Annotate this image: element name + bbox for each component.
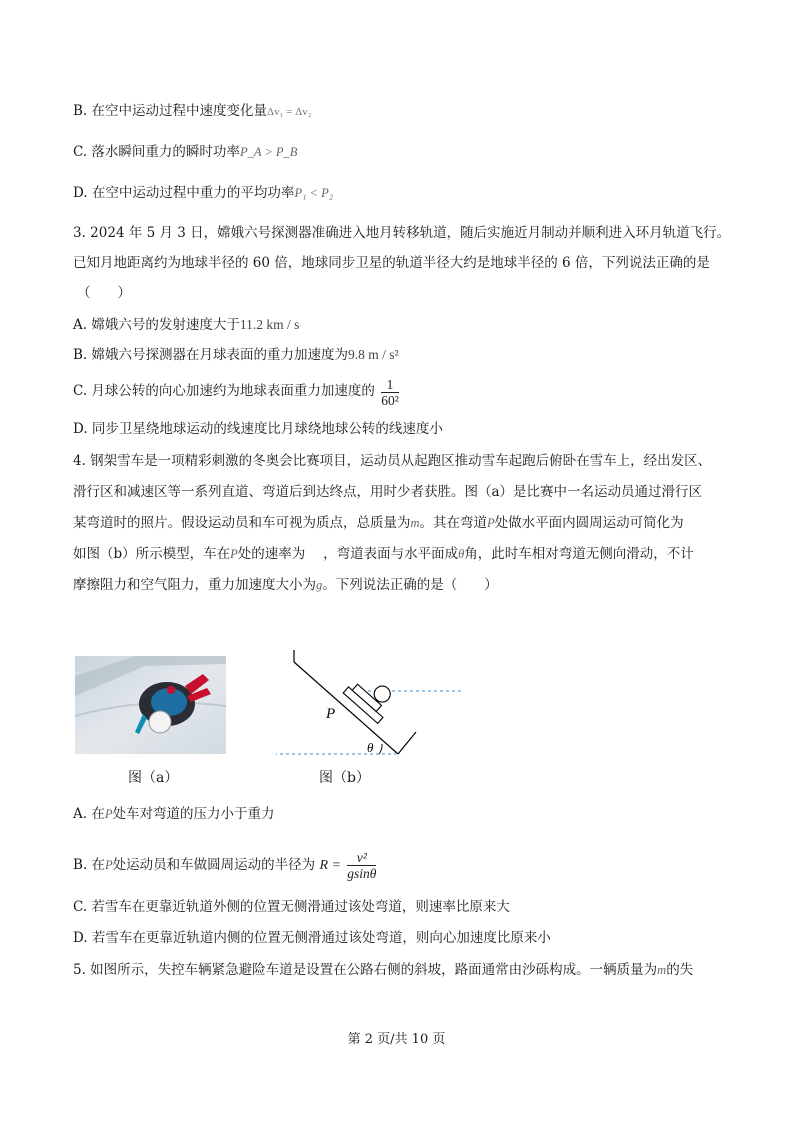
- q4-option-d: D. 若雪车在更靠近轨道内侧的位置无侧滑通过该处弯道，则向心加速度比原来小: [73, 930, 551, 946]
- q2-option-c-text: C. 落水瞬间重力的瞬时功率: [73, 144, 240, 160]
- q2-option-b-math: Δv₁ = Δv₂: [267, 106, 312, 118]
- q3-option-c-fraction: [381, 377, 399, 408]
- q2-option-c: [73, 143, 297, 161]
- q4-stem-line5: [73, 576, 498, 594]
- q4-stem-line4-c: 角，此时车相对弯道无侧向滑动，不计: [464, 546, 694, 562]
- q4-option-b-radius-lhs: R =: [319, 858, 341, 873]
- diagram-label-theta: θ: [367, 740, 374, 755]
- q2-option-b: [73, 102, 312, 121]
- q4-option-b-text-a: B. 在: [73, 857, 106, 873]
- q4-stem-line2: 滑行区和减速区等一系列直道、弯道后到达终点，用时少者获胜。图（a）是比赛中一名运动员通过滑行区: [73, 484, 703, 500]
- q4-option-b-text-b: 处运动员和车做圆周运动的半径为: [112, 857, 316, 873]
- q3-option-b: [73, 346, 399, 364]
- q4-point-p-symbol-2: P: [230, 547, 238, 561]
- q4-option-a-p: P: [104, 807, 113, 821]
- q4-stem-line4-b: 处的速率为 ，弯道表面与水平面成: [237, 546, 459, 562]
- q4-stem-line4: [73, 545, 694, 563]
- q4-option-b-fraction: [347, 850, 376, 881]
- banked-curve-diagram: [276, 646, 466, 761]
- q4-stem-line4-a: 如图（b）所示模型，车在: [73, 546, 231, 562]
- q4-stem-line5-b: 。下列说法正确的是（ ）: [322, 577, 498, 593]
- q3-option-b-math: 9.8 m / s²: [348, 347, 399, 362]
- q4-mass-symbol: m: [410, 516, 420, 530]
- diagram-label-p: P: [326, 706, 336, 722]
- q5-stem-line1-b: 的失: [666, 962, 694, 978]
- q4-option-a: [73, 805, 274, 823]
- q4-option-a-text-b: 处车对弯道的压力小于重力: [112, 806, 275, 822]
- q4-option-c: C. 若雪车在更靠近轨道外侧的位置无侧滑通过该处弯道，则速率比原来大: [73, 899, 510, 915]
- q2-option-b-text: B. 在空中运动过程中速度变化量: [73, 103, 268, 119]
- q3-stem-line3: （ ）: [77, 285, 131, 301]
- q3-option-c-text: C. 月球公转的向心加速约为地球表面重力加速度的: [73, 383, 375, 399]
- q2-option-d: [73, 184, 333, 202]
- q4-gravity-symbol: g: [316, 578, 323, 592]
- q4-fraction-numerator: v²: [347, 850, 376, 866]
- q3-fraction-numerator: 1: [381, 377, 399, 393]
- page-number-footer: 第 2 页/共 10 页: [347, 1032, 446, 1047]
- q3-option-a: [73, 316, 299, 334]
- q3-option-d: D. 同步卫星绕地球运动的线速度比月球绕地球公转的线速度小: [73, 421, 443, 437]
- figure-a-caption: 图（a）: [128, 770, 179, 786]
- q4-stem-line3: [73, 514, 684, 532]
- q2-option-c-math: P_A > P_B: [239, 145, 298, 159]
- q3-fraction-denominator: 60²: [381, 393, 399, 408]
- figure-b-caption: 图（b）: [319, 770, 370, 786]
- q4-option-b: [73, 850, 376, 881]
- q4-stem-line5-a: 摩擦阻力和空气阻力，重力加速度大小为: [73, 577, 316, 593]
- q5-mass-symbol: m: [657, 963, 667, 977]
- q3-option-a-math: 11.2 km / s: [239, 317, 300, 332]
- skeleton-photo: [75, 656, 226, 754]
- q4-option-b-p: P: [105, 858, 113, 872]
- q2-option-d-text: D. 在空中运动过程中重力的平均功率: [73, 185, 295, 201]
- q4-theta-symbol: θ: [458, 547, 465, 561]
- q3-option-c: [73, 376, 399, 407]
- q3-option-a-text: A. 嫦娥六号的发射速度大于: [73, 317, 240, 333]
- q4-option-a-text-a: A. 在: [73, 806, 105, 822]
- q3-stem-line1: 3. 2024 年 5 月 3 日，嫦娥六号探测器准确进入地月转移轨道，随后实施近月制动并顺利进入环月轨道飞行。: [73, 225, 731, 241]
- q4-stem-line3-a: 某弯道时的照片。假设运动员和车可视为质点，总质量为: [73, 515, 411, 531]
- q4-stem-line3-c: 处做水平面内圆周运动可简化为: [494, 515, 684, 531]
- q5-stem-line1-a: 5. 如图所示，失控车辆紧急避险车道是设置在公路右侧的斜坡，路面通常由沙砾构成。一辆质量为: [73, 962, 658, 978]
- q4-stem-line1: 4. 钢架雪车是一项精彩刺激的冬奥会比赛项目，运动员从起跑区推动雪车起跑后俯卧在雪车上，经出发区、: [73, 453, 712, 469]
- q4-stem-line3-b: 。其在弯道: [419, 515, 488, 531]
- q4-fraction-denominator: gsinθ: [347, 866, 377, 881]
- q2-option-d-math: P₁ < P₂: [294, 186, 334, 200]
- q5-stem-line1: [73, 961, 693, 979]
- q3-stem-line2: 已知月地距离约为地球半径的 60 倍，地球同步卫星的轨道半径大约是地球半径的 6 倍，下列说法正确的是: [73, 255, 710, 271]
- q3-option-b-text: B. 嫦娥六号探测器在月球表面的重力加速度为: [73, 347, 349, 363]
- q4-point-p-symbol: P: [487, 516, 495, 530]
